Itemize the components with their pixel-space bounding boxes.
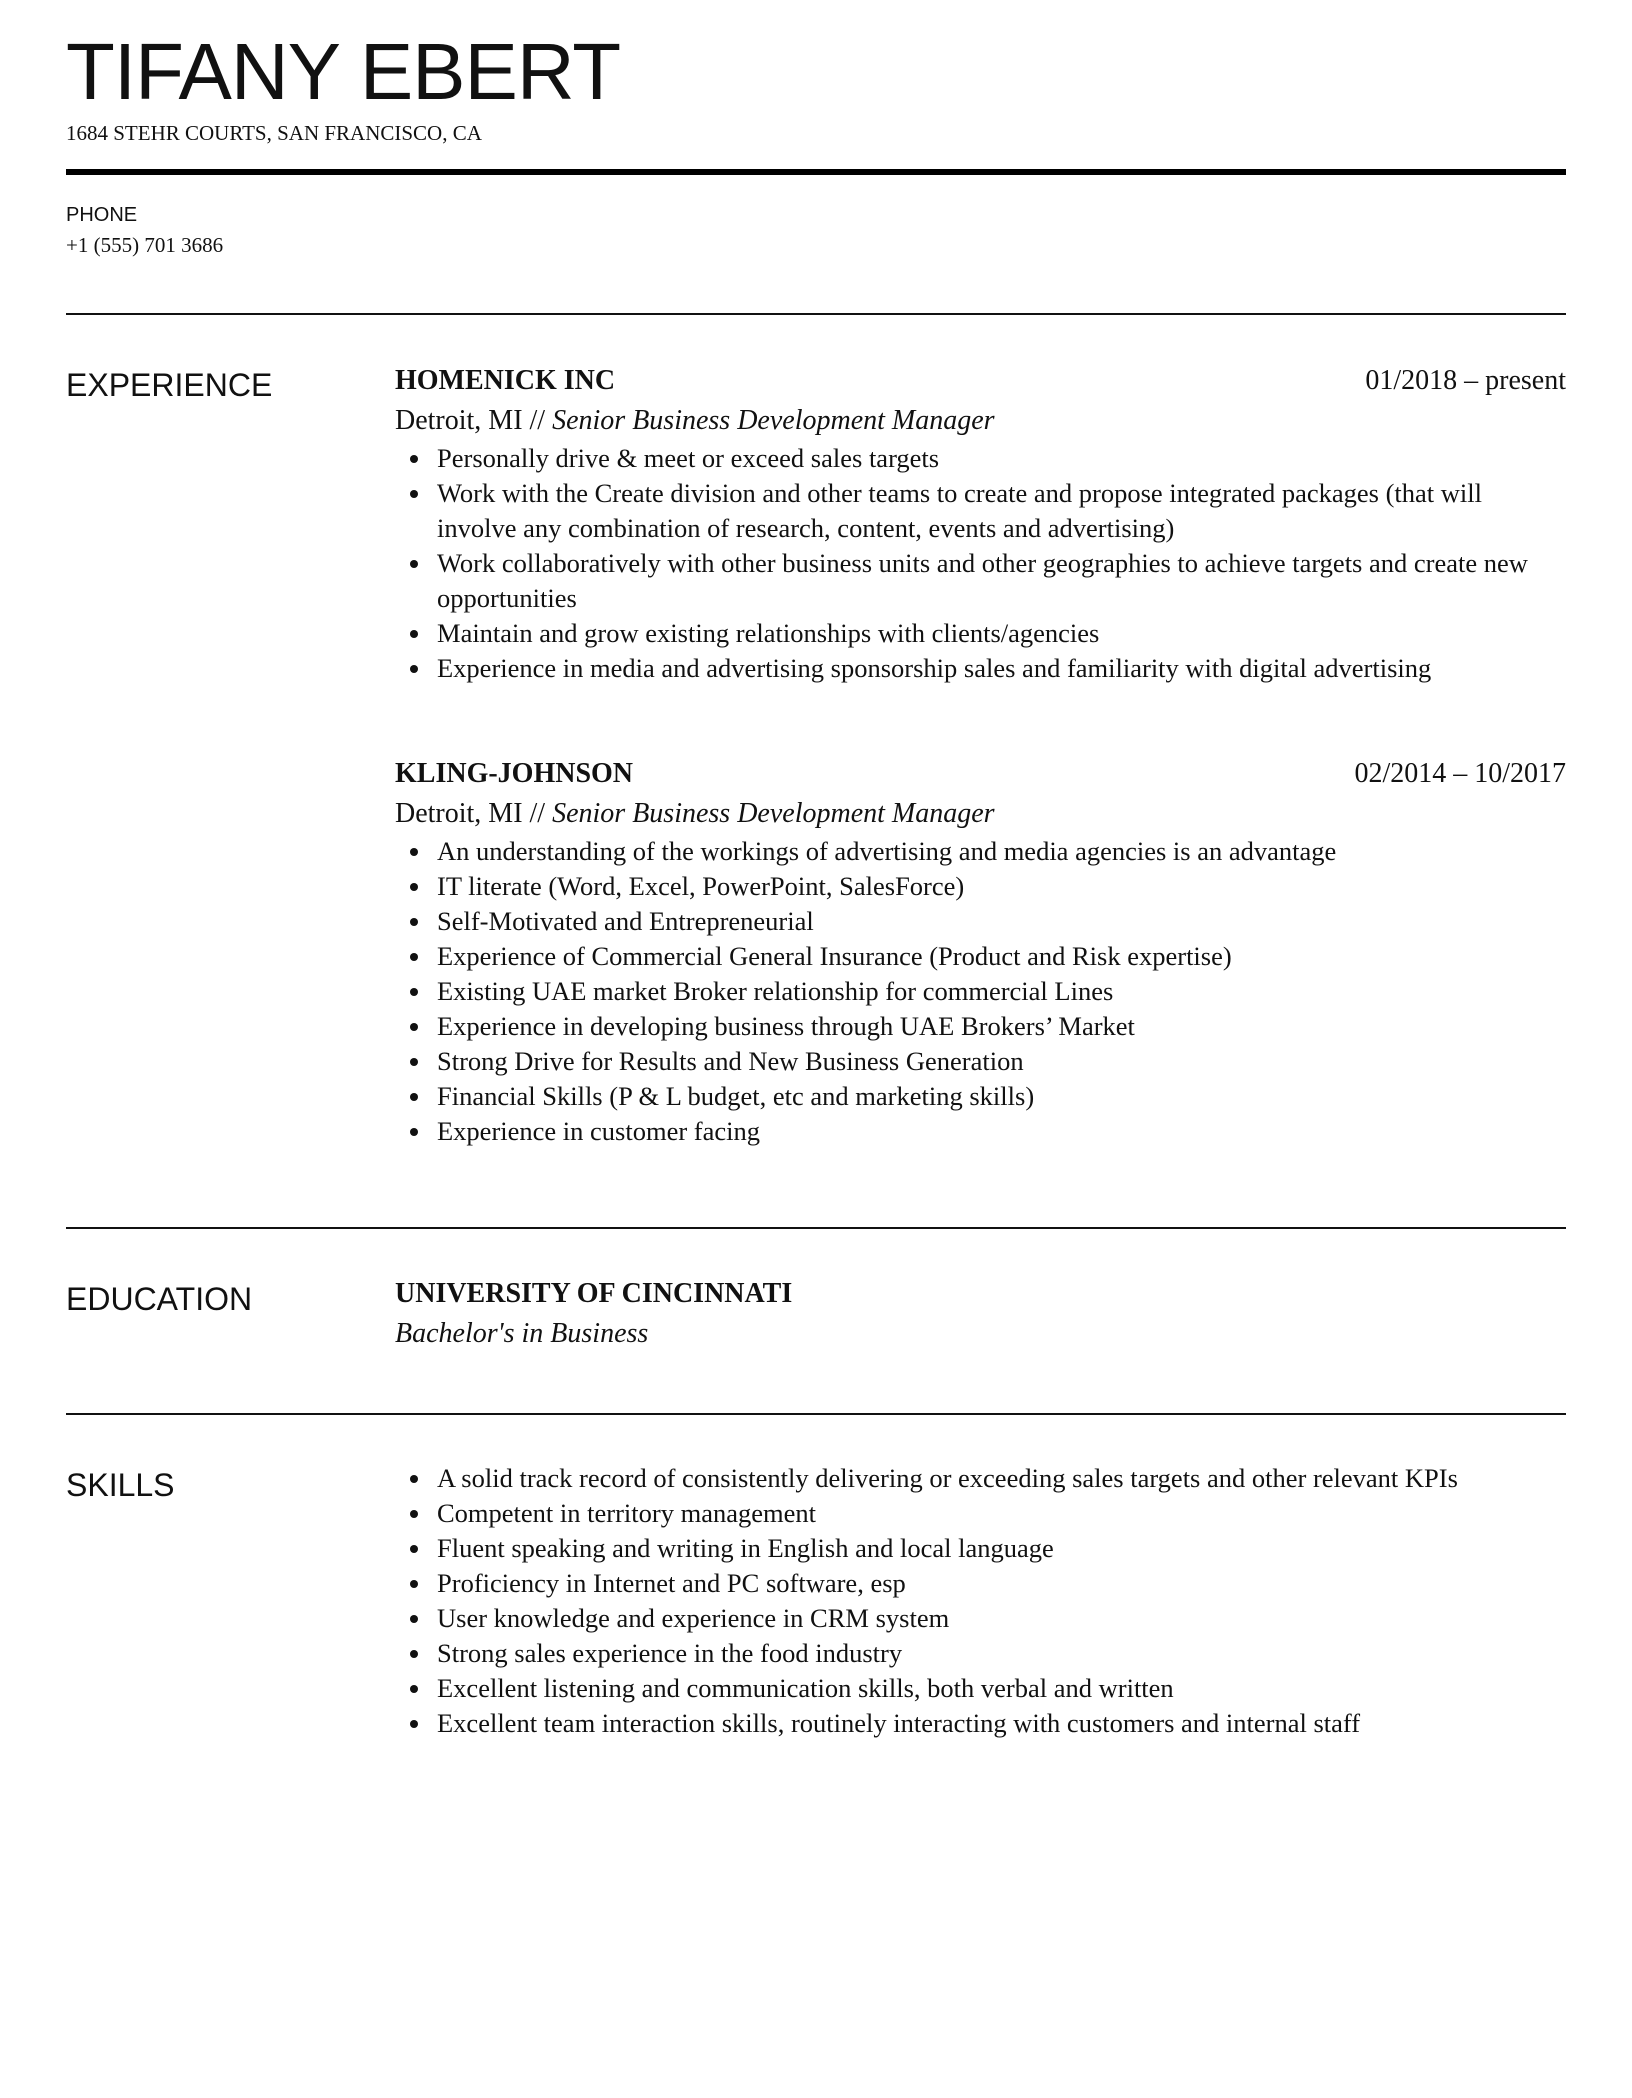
job-bullet-list <box>395 834 1566 1149</box>
job-entry <box>395 754 1566 1149</box>
job-dates: 02/2014 – 10/2017 <box>1354 758 1566 789</box>
list-item: User knowledge and experience in CRM system <box>395 1601 1566 1636</box>
job-location: Detroit, MI <box>395 798 523 829</box>
experience-heading: EXPERIENCE <box>66 367 273 403</box>
phone-value: +1 (555) 701 3686 <box>66 233 224 257</box>
job-role: Senior Business Development Manager <box>552 405 995 436</box>
list-item: A solid track record of consistently delivering or exceeding sales targets and other relevant KPIs <box>395 1461 1566 1496</box>
job-company: HOMENICK INC <box>395 365 616 396</box>
list-item: Financial Skills (P & L budget, etc and marketing skills) <box>395 1079 1566 1114</box>
job-dates: 01/2018 – present <box>1365 365 1566 396</box>
education-heading: EDUCATION <box>66 1281 253 1317</box>
job-entry <box>395 361 1566 686</box>
list-item: Excellent team interaction skills, routinely interacting with customers and internal staff <box>395 1706 1566 1741</box>
list-item: IT literate (Word, Excel, PowerPoint, SalesForce) <box>395 869 1566 904</box>
list-item: Excellent listening and communication skills, both verbal and written <box>395 1671 1566 1706</box>
header-divider <box>66 169 1566 175</box>
list-item: Proficiency in Internet and PC software, esp <box>395 1566 1566 1601</box>
experience-divider <box>66 1227 1566 1229</box>
job-header <box>395 754 1566 794</box>
job-location: Detroit, MI <box>395 405 523 436</box>
job-bullet-list <box>395 441 1566 686</box>
skills-entry <box>395 1461 1566 1741</box>
list-item: Maintain and grow existing relationships with clients/agencies <box>395 616 1566 651</box>
list-item: Fluent speaking and writing in English and local language <box>395 1531 1566 1566</box>
job-company: KLING-JOHNSON <box>395 758 634 789</box>
list-item: Strong sales experience in the food industry <box>395 1636 1566 1671</box>
list-item: Experience in media and advertising sponsorship sales and familiarity with digital advertising <box>395 651 1566 686</box>
job-separator: // <box>529 405 546 436</box>
candidate-address: 1684 STEHR COURTS, SAN FRANCISCO, CA <box>66 121 482 145</box>
job-separator: // <box>529 798 546 829</box>
job-header <box>395 361 1566 401</box>
job-subline <box>395 401 1566 441</box>
list-item: Work with the Create division and other teams to create and propose integrated packages (that will involve any combination of research, content, events and advertising) <box>395 476 1566 546</box>
list-item: Experience in customer facing <box>395 1114 1566 1149</box>
list-item: Strong Drive for Results and New Business Generation <box>395 1044 1566 1079</box>
education-degree: Bachelor's in Business <box>395 1318 649 1349</box>
job-subline <box>395 794 1566 834</box>
education-entry <box>395 1274 1566 1354</box>
job-role: Senior Business Development Manager <box>552 798 995 829</box>
skills-list <box>395 1461 1566 1741</box>
list-item: Competent in territory management <box>395 1496 1566 1531</box>
education-school: UNIVERSITY OF CINCINNATI <box>395 1278 793 1309</box>
list-item: Experience in developing business through UAE Brokers’ Market <box>395 1009 1566 1044</box>
list-item: Experience of Commercial General Insurance (Product and Risk expertise) <box>395 939 1566 974</box>
phone-label: PHONE <box>66 204 138 226</box>
list-item: Work collaboratively with other business units and other geographies to achieve targets and create new opportunities <box>395 546 1566 616</box>
list-item: An understanding of the workings of advertising and media agencies is an advantage <box>395 834 1566 869</box>
candidate-name: TIFANY EBERT <box>66 27 621 116</box>
contact-divider <box>66 313 1566 315</box>
education-divider <box>66 1413 1566 1415</box>
list-item: Existing UAE market Broker relationship for commercial Lines <box>395 974 1566 1009</box>
list-item: Self-Motivated and Entrepreneurial <box>395 904 1566 939</box>
skills-heading: SKILLS <box>66 1467 175 1503</box>
list-item: Personally drive & meet or exceed sales targets <box>395 441 1566 476</box>
